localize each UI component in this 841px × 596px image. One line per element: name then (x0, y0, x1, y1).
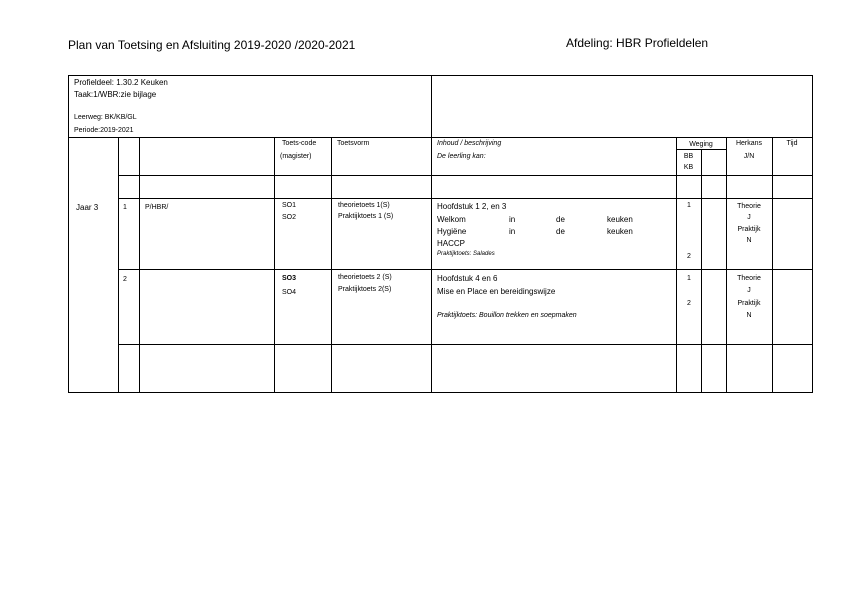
row2-weging2: 2 (687, 300, 691, 307)
row2-herkans4: N (746, 312, 752, 319)
row1-herkans3: Praktijk (737, 226, 761, 233)
row2-period: 2 (123, 276, 127, 283)
leerweg-label: Leerweg: BK/KB/GL (74, 114, 137, 121)
row2-line2: Mise en Place en bereidingswijze (437, 287, 556, 296)
row2-vorm2: Praktijktoets 2(S) (338, 286, 392, 293)
col-weging: Weging (689, 141, 713, 148)
col-toetscode: Toets-code (282, 140, 317, 147)
row2-herkans1: Theorie (737, 275, 761, 282)
row1-w-welkom: Welkom (437, 215, 466, 224)
row2-herkans2: J (747, 287, 751, 294)
col-bb: BB (683, 153, 694, 160)
row2-vorm1: theorietoets 2 (S) (338, 274, 392, 281)
row1-line5: Praktijktoets: Salades (437, 251, 495, 257)
row1-period: 1 (123, 204, 127, 211)
row1-code1: SO1 (282, 202, 297, 209)
profieldeel-label: Profieldeel: 1.30.2 Keuken (74, 78, 168, 87)
department-label: Afdeling: HBR Profieldelen (566, 36, 709, 50)
col-toetsvorm: Toetsvorm (337, 140, 370, 147)
taak-label: Taak:1/WBR:zie bijlage (74, 90, 157, 99)
row2-code2: SO4 (282, 289, 297, 296)
row1-w-hygiene: Hygiëne (437, 227, 467, 236)
row2-herkans3: Praktijk (737, 300, 761, 307)
row1-w-keuken2: keuken (607, 227, 633, 236)
row1-w-de1: de (556, 215, 565, 224)
row2-code1: SO3 (282, 275, 297, 282)
periode-label: Periode:2019-2021 (74, 127, 134, 134)
col-tijd: Tijd (786, 140, 798, 147)
page-title: Plan van Toetsing en Afsluiting 2019-2020 /2020-2021 (68, 38, 356, 52)
col-kb: KB (683, 164, 694, 171)
row1-w-keuken1: keuken (607, 215, 633, 224)
year-label: Jaar 3 (76, 203, 99, 212)
row1-line1: Hoofdstuk 1 2, en 3 (437, 202, 507, 211)
row1-w-de2: de (556, 227, 565, 236)
row1-w-in1: in (509, 215, 516, 224)
col-magister: (magister) (280, 153, 312, 160)
col-inhoud: Inhoud / beschrijving (437, 140, 502, 147)
row1-herkans1: Theorie (737, 203, 761, 210)
row1-vorm2: Praktijktoets 1 (S) (338, 213, 394, 220)
row1-line4: HACCP (437, 239, 466, 248)
row1-herkans4: N (746, 237, 752, 244)
row1-vorm1: theorietoets 1(S) (338, 202, 390, 209)
row1-code-name: P/HBR/ (145, 204, 169, 211)
row2-line3: Praktijktoets: Bouillon trekken en soepmaken (437, 312, 577, 319)
col-jn: J/N (743, 153, 755, 160)
row1-weging1: 1 (687, 202, 691, 209)
col-herkans: Herkans (735, 140, 763, 147)
row1-herkans2: J (747, 214, 751, 221)
row2-line1: Hoofdstuk 4 en 6 (437, 274, 498, 283)
col-leerling: De leerling kan: (437, 153, 486, 160)
row1-code2: SO2 (282, 214, 297, 221)
row1-weging2: 2 (687, 253, 691, 260)
row1-w-in2: in (509, 227, 516, 236)
row2-weging1: 1 (687, 275, 691, 282)
